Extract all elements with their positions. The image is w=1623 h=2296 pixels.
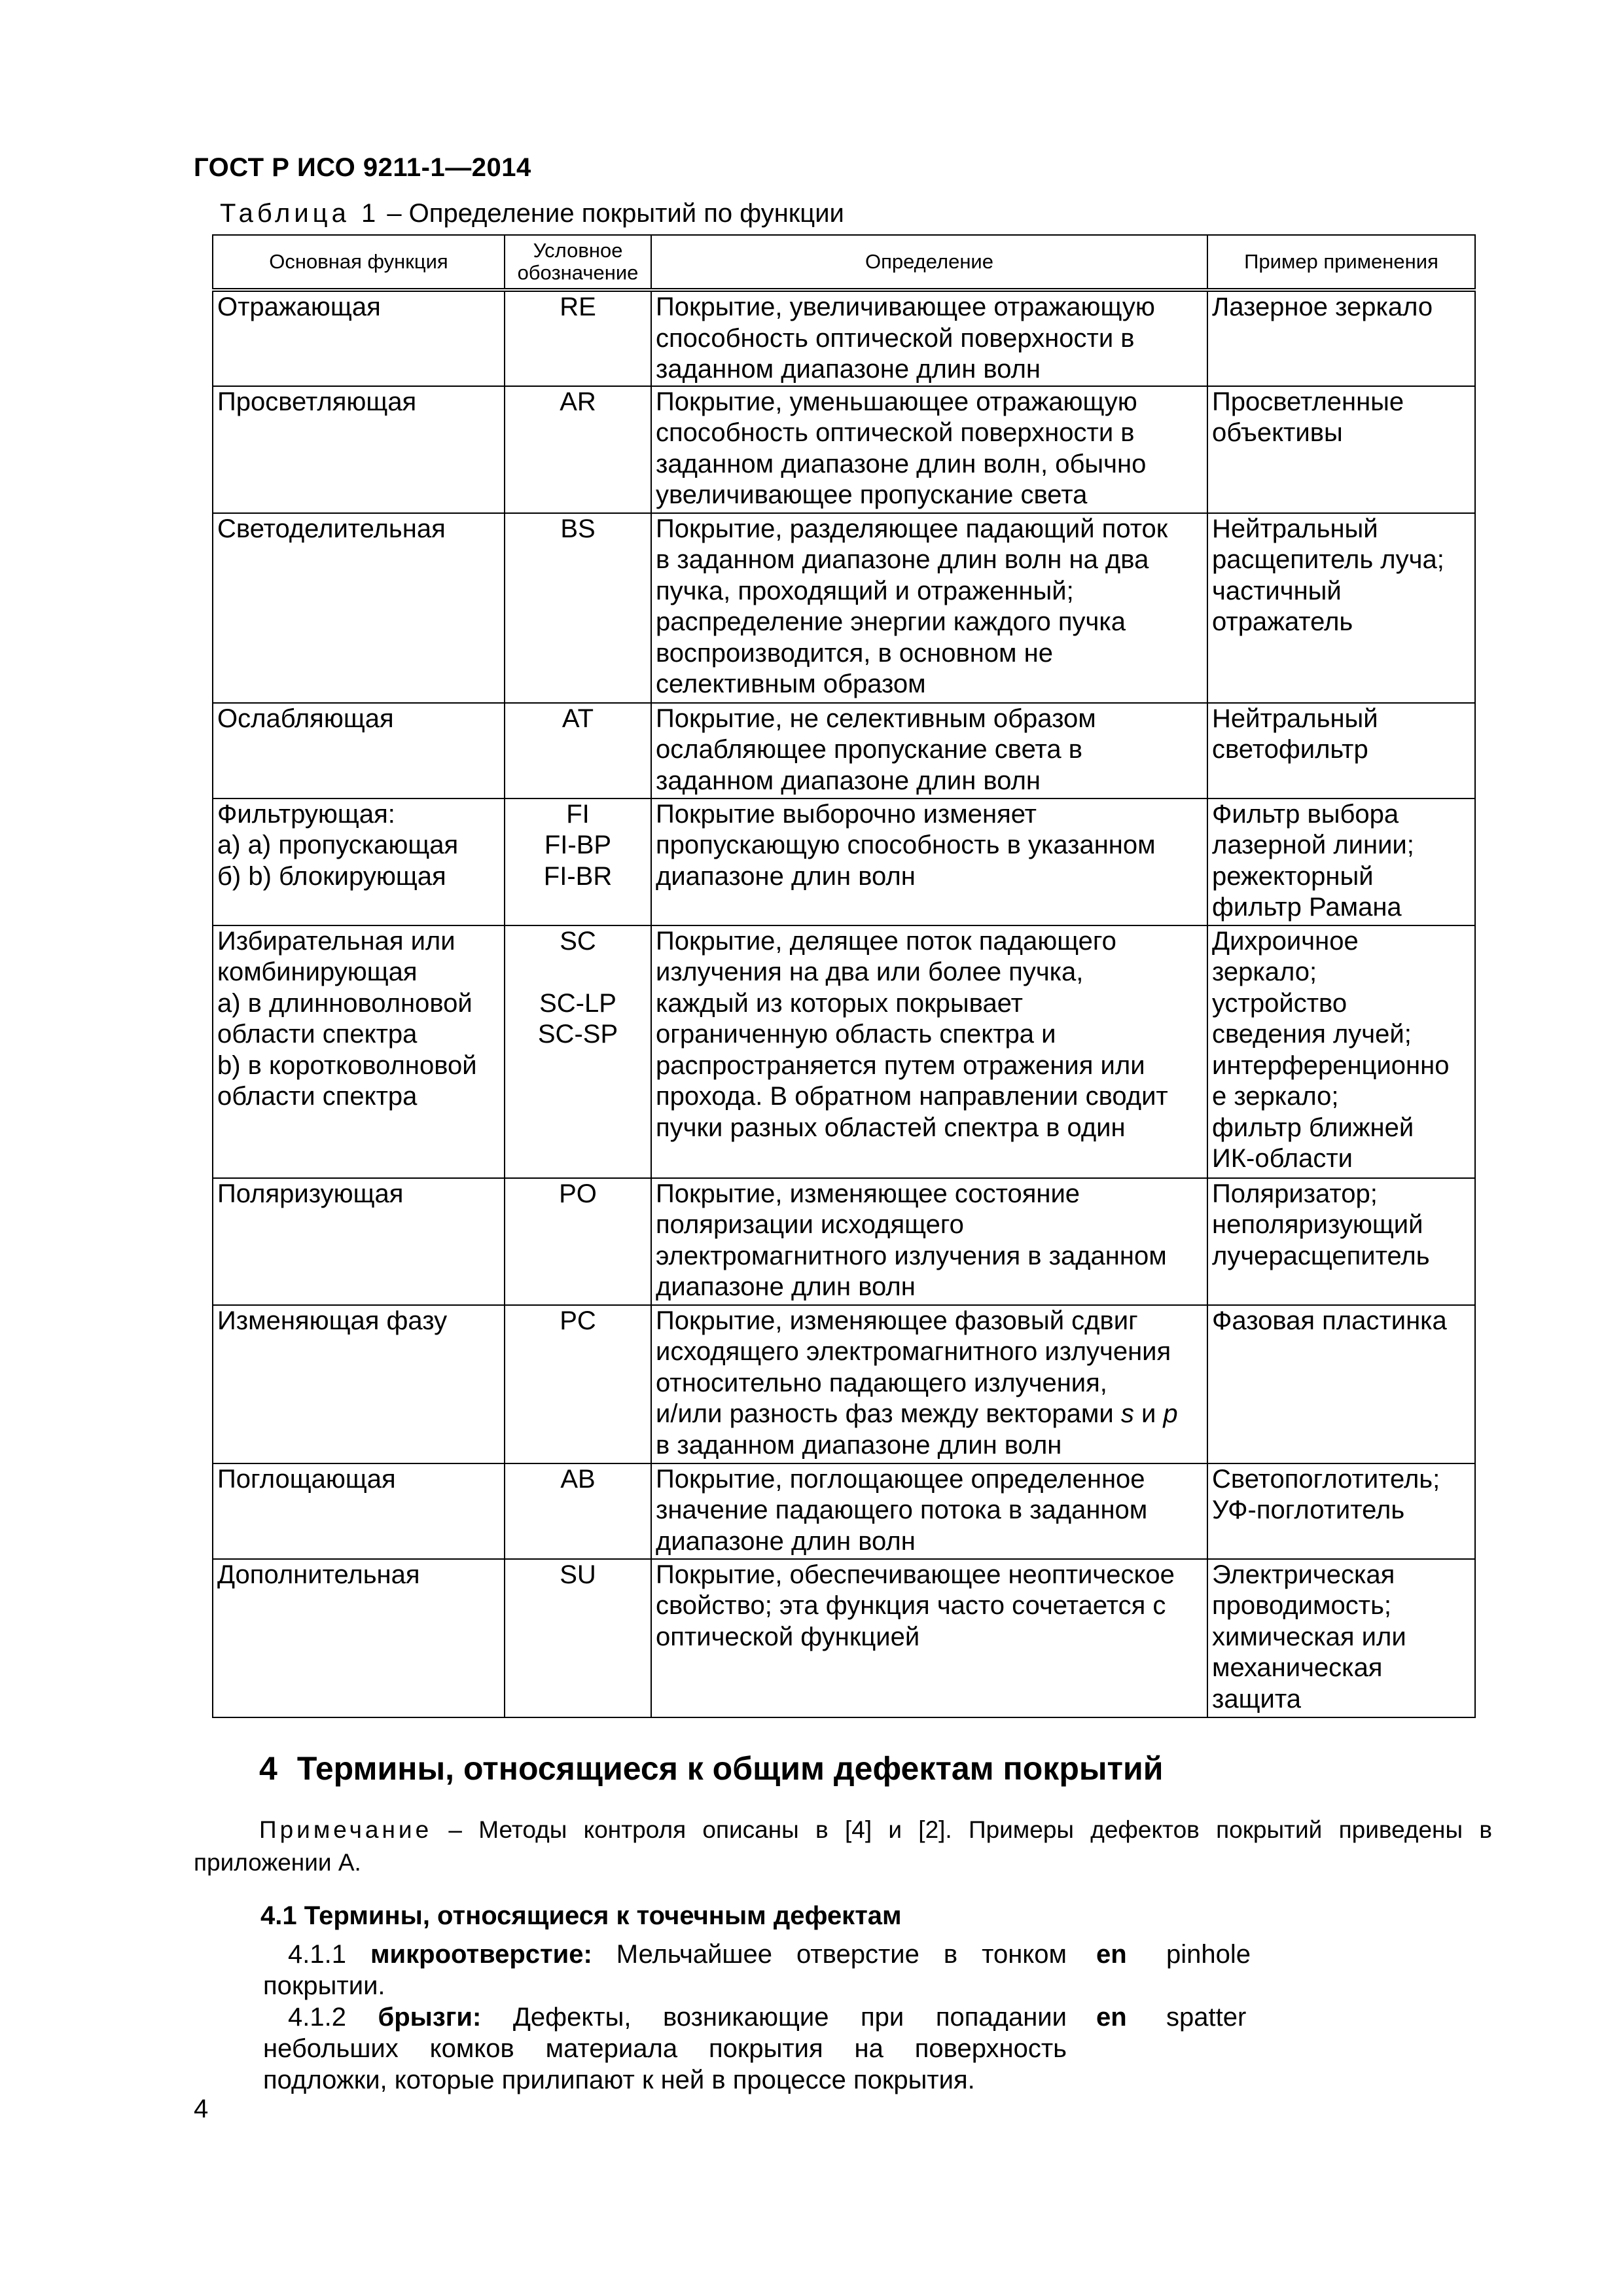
table-header-row — [213, 235, 1475, 290]
cell-example — [1207, 1463, 1475, 1559]
cell-code-line: FI-BR — [543, 861, 613, 891]
cell-definition-line: Покрытие, изменяющее фазовый сдвиг — [656, 1306, 1138, 1335]
cell-definition-line: относительно падающего излучения, — [656, 1368, 1107, 1397]
table-row — [213, 703, 1475, 798]
table-body — [213, 290, 1475, 1717]
cell-example-line: отражатель — [1212, 607, 1353, 636]
cell-definition-line: диапазоне длин волн — [656, 1272, 916, 1301]
cell-definition-line: Покрытие, обеспечивающее неоптическое — [656, 1560, 1175, 1589]
cell-function — [213, 1305, 505, 1463]
cell-example-line: интерференционно — [1212, 1050, 1450, 1080]
term-first-line — [288, 1939, 1067, 1970]
cell-function-line: б) b) блокирующая — [217, 861, 446, 891]
cell-definition-line: оптической функцией — [656, 1622, 920, 1651]
cell-example-line: зеркало; — [1212, 958, 1317, 986]
cell-function-line: Просветляющая — [217, 387, 417, 416]
cell-code — [505, 703, 651, 798]
cell-example-line: светофильтр — [1212, 735, 1368, 764]
cell-example-line: е зеркало; — [1212, 1082, 1339, 1111]
cell-definition-line: свойство; эта функция часто сочетается с — [656, 1591, 1166, 1620]
cell-definition-line: ослабляющее пропускание света в — [656, 735, 1082, 764]
cell-example-line: Поляризатор; — [1212, 1179, 1378, 1208]
cell-example-line: химическая или — [1212, 1622, 1406, 1651]
table-caption — [220, 199, 844, 228]
cell-example-line: УФ-поглотитель — [1212, 1496, 1405, 1524]
cell-example — [1207, 798, 1475, 925]
cell-example-line: расщепитель луча; — [1212, 545, 1444, 574]
cell-code-line: PC — [560, 1306, 596, 1335]
cell-definition — [651, 1463, 1207, 1559]
cell-definition-line: значение падающего потока в заданном — [656, 1496, 1148, 1524]
cell-example-line: фильтр ближней — [1212, 1113, 1414, 1142]
cell-function-line: Фильтрующая: — [217, 799, 395, 829]
cell-definition-line: увеличивающее пропускание света — [656, 480, 1088, 509]
term-definition-line: Дефекты, возникающие при попадании — [512, 2003, 1067, 2032]
cell-definition-line: селективным образом — [656, 670, 926, 698]
table-row — [213, 290, 1475, 386]
cell-example — [1207, 386, 1475, 513]
cell-definition-line: пропускающую способность в указанном — [656, 831, 1156, 859]
cell-example-line: частичный — [1212, 576, 1342, 605]
coating-functions-table — [212, 234, 1476, 1718]
cell-definition-line: воспроизводится, в основном не — [656, 638, 1053, 668]
cell-example-line: режекторный — [1212, 861, 1374, 891]
cell-example — [1207, 1559, 1475, 1717]
cell-example-line: ИК-области — [1212, 1144, 1353, 1173]
term-english-equivalent: pinhole — [1166, 1940, 1251, 1969]
cell-example — [1207, 1178, 1475, 1305]
cell-definition — [651, 798, 1207, 925]
note-first-line — [194, 1814, 1492, 1846]
cell-code-line: SU — [560, 1560, 596, 1589]
table-row — [213, 1178, 1475, 1305]
cell-function-line: Дополнительная — [217, 1560, 420, 1589]
cell-code — [505, 1305, 651, 1463]
cell-code-line: FI-BP — [544, 831, 612, 859]
cell-function — [213, 513, 505, 703]
cell-example-line: сведения лучей; — [1212, 1020, 1412, 1049]
header-example: Пример применения — [1207, 235, 1475, 290]
cell-example-line: лазерной линии; — [1212, 831, 1414, 859]
cell-example-line: Нейтральный — [1212, 514, 1378, 543]
cell-definition-line: распределение энергии каждого пучка — [656, 607, 1126, 636]
term-text — [263, 2001, 1067, 2096]
cell-code — [505, 1463, 651, 1559]
cell-code — [505, 1559, 651, 1717]
cell-example-line: Электрическая — [1212, 1560, 1395, 1589]
cell-definition-line: электромагнитного излучения в заданном — [656, 1241, 1167, 1270]
cell-example-line: защита — [1212, 1684, 1301, 1713]
cell-example — [1207, 925, 1475, 1178]
term-definition-line: подложки, которые прилипают к ней в процессе покрытия. — [263, 2066, 975, 2094]
cell-definition-line: пучки разных областей спектра в один — [656, 1113, 1126, 1142]
cell-example-line: неполяризующий — [1212, 1210, 1423, 1239]
cell-example — [1207, 290, 1475, 386]
term-english-equivalent: spatter — [1166, 2003, 1247, 2032]
cell-function-line: b) в коротковолновой — [217, 1050, 477, 1080]
section-4-1-heading: 4.1 Термины, относящиеся к точечным дефектам — [260, 1901, 902, 1930]
cell-definition-line: излучения на два или более пучка, — [656, 958, 1084, 986]
cell-example-line: Лазерное зеркало — [1212, 293, 1433, 321]
cell-function — [213, 1463, 505, 1559]
note-text-line2: приложении А. — [194, 1849, 361, 1876]
cell-function-line: области спектра — [217, 1082, 418, 1111]
header-code: Условное обозначение — [505, 235, 651, 290]
section-4-heading — [259, 1749, 1164, 1787]
term-definition-line: Мельчайшее отверстие в тонком — [616, 1940, 1067, 1969]
cell-definition-line: ограниченную область спектра и — [656, 1020, 1056, 1049]
cell-function-line: Ослабляющая — [217, 704, 394, 733]
table-caption-label: Таблица 1 — [220, 199, 380, 228]
cell-code — [505, 925, 651, 1178]
term-number: 4.1.1 — [288, 1940, 346, 1969]
cell-definition-line: заданном диапазоне длин волн — [656, 766, 1041, 795]
cell-code-line: AT — [562, 704, 594, 733]
cell-function-line: Отражающая — [217, 293, 381, 321]
cell-definition-line: Покрытие, уменьшающее отражающую — [656, 387, 1137, 416]
cell-example-line: фильтр Рамана — [1212, 893, 1402, 922]
cell-function — [213, 925, 505, 1178]
cell-definition-line: Покрытие, не селективным образом — [656, 704, 1096, 733]
cell-definition — [651, 290, 1207, 386]
cell-example-line: лучерасщепитель — [1212, 1241, 1430, 1270]
cell-code-line: AR — [560, 387, 596, 416]
cell-definition-line: диапазоне длин волн — [656, 861, 916, 891]
section-4-note — [194, 1814, 1492, 1879]
cell-definition-line: прохода. В обратном направлении сводит — [656, 1082, 1168, 1111]
cell-definition — [651, 1178, 1207, 1305]
cell-function — [213, 703, 505, 798]
cell-function — [213, 386, 505, 513]
cell-example-line: Дихроичное — [1212, 926, 1359, 956]
cell-example-line: механическая — [1212, 1653, 1383, 1682]
note-text-line1: – Методы контроля описаны в [4] и [2]. Примеры дефектов покрытий приведены в — [432, 1816, 1492, 1843]
cell-example-line: Светопоглотитель; — [1212, 1464, 1440, 1494]
cell-definition — [651, 925, 1207, 1178]
cell-code-line: AB — [560, 1464, 596, 1494]
term-first-line — [288, 2001, 1067, 2033]
header-definition: Определение — [651, 235, 1207, 290]
table-header — [213, 235, 1475, 290]
cell-definition-line: Покрытие, делящее поток падающего — [656, 926, 1116, 956]
term-name: брызги: — [378, 2003, 482, 2032]
cell-function-line: области спектра — [217, 1020, 418, 1049]
cell-example-line: Просветленные — [1212, 387, 1404, 416]
cell-function-line: а) a) пропускающая — [217, 831, 459, 859]
cell-example — [1207, 1305, 1475, 1463]
section-4-number: 4 — [259, 1750, 277, 1787]
cell-example-line: устройство — [1212, 988, 1347, 1018]
cell-code — [505, 798, 651, 925]
cell-code-line: PO — [559, 1179, 597, 1208]
term-number: 4.1.2 — [288, 2003, 346, 2032]
note-label: Примечание — [259, 1816, 433, 1843]
table-row — [213, 1559, 1475, 1717]
cell-example-line: Нейтральный — [1212, 704, 1378, 733]
cell-function-line: комбинирующая — [217, 958, 418, 986]
cell-function-line: Избирательная или — [217, 926, 455, 956]
cell-definition-line: Покрытие, поглощающее определенное — [656, 1464, 1145, 1494]
cell-definition-line: в заданном диапазоне длин волн на два — [656, 545, 1149, 574]
table-row — [213, 798, 1475, 925]
table-row — [213, 1305, 1475, 1463]
table-row — [213, 925, 1475, 1178]
table-caption-text: – Определение покрытий по функции — [380, 199, 844, 228]
cell-function-line: Светоделительная — [217, 514, 446, 543]
term-name: микроотверстие: — [370, 1940, 592, 1969]
cell-function-line: Изменяющая фазу — [217, 1306, 448, 1335]
cell-definition-line: пучка, проходящий и отраженный; — [656, 576, 1074, 605]
cell-definition-line: Покрытие, увеличивающее отражающую — [656, 293, 1155, 321]
cell-code — [505, 1178, 651, 1305]
cell-definition — [651, 386, 1207, 513]
cell-definition-line: способность оптической поверхности в — [656, 418, 1135, 447]
cell-function-line: Поляризующая — [217, 1179, 404, 1208]
cell-code-line: BS — [560, 514, 596, 543]
table-row — [213, 1463, 1475, 1559]
document-designation: ГОСТ Р ИСО 9211-1—2014 — [194, 153, 531, 182]
term-language-code: en — [1096, 1940, 1127, 1969]
cell-function — [213, 1559, 505, 1717]
cell-example-line: проводимость; — [1212, 1591, 1392, 1620]
cell-definition-line: в заданном диапазоне длин волн — [656, 1430, 1062, 1460]
cell-definition-line: поляризации исходящего — [656, 1210, 964, 1239]
cell-example — [1207, 703, 1475, 798]
cell-example — [1207, 513, 1475, 703]
cell-example-line: Фазовая пластинка — [1212, 1306, 1447, 1335]
cell-definition-line: заданном диапазоне длин волн, обычно — [656, 449, 1147, 478]
cell-definition-line: исходящего электромагнитного излучения — [656, 1337, 1171, 1366]
page-number: 4 — [194, 2094, 209, 2123]
term-language-code: en — [1096, 2003, 1127, 2032]
cell-code — [505, 513, 651, 703]
table-row — [213, 386, 1475, 513]
cell-function — [213, 1178, 505, 1305]
cell-definition-line: заданном диапазоне длин волн — [656, 355, 1041, 384]
cell-definition — [651, 1559, 1207, 1717]
cell-code — [505, 290, 651, 386]
cell-definition-line: Покрытие, разделяющее падающий поток — [656, 514, 1168, 543]
cell-code — [505, 386, 651, 513]
term-definition-line: небольших комков материала покрытия на поверхность — [263, 2034, 1067, 2063]
cell-definition-line: распространяется путем отражения или — [656, 1050, 1145, 1080]
cell-definition-line: способность оптической поверхности в — [656, 323, 1135, 353]
cell-code-line: FI — [566, 799, 590, 829]
cell-code-line: SC-SP — [537, 1020, 618, 1049]
cell-code-line: RE — [560, 293, 596, 321]
cell-definition-line: каждый из которых покрывает — [656, 988, 1023, 1018]
cell-definition — [651, 1305, 1207, 1463]
cell-code-line: SC — [560, 926, 596, 956]
cell-code-line: SC-LP — [539, 988, 616, 1018]
cell-function-line: Поглощающая — [217, 1464, 396, 1494]
cell-definition — [651, 703, 1207, 798]
cell-example-line: объективы — [1212, 418, 1343, 447]
term-definition-line: покрытии. — [263, 1971, 385, 2000]
header-function: Основная функция — [213, 235, 505, 290]
cell-function-line: а) в длинноволновой — [217, 988, 473, 1018]
cell-definition — [651, 513, 1207, 703]
cell-definition-line: и/или разность фаз между векторами s и p — [656, 1399, 1178, 1428]
cell-definition-line: Покрытие выборочно изменяет — [656, 799, 1037, 829]
cell-example-line: Фильтр выбора — [1212, 799, 1399, 829]
term-text — [263, 1939, 1067, 2001]
table-row — [213, 513, 1475, 703]
cell-definition-line: Покрытие, изменяющее состояние — [656, 1179, 1080, 1208]
cell-function — [213, 290, 505, 386]
cell-function — [213, 798, 505, 925]
section-4-title: Термины, относящиеся к общим дефектам покрытий — [296, 1750, 1164, 1787]
cell-definition-line: диапазоне длин волн — [656, 1526, 916, 1556]
cell-code-line — [509, 957, 647, 988]
